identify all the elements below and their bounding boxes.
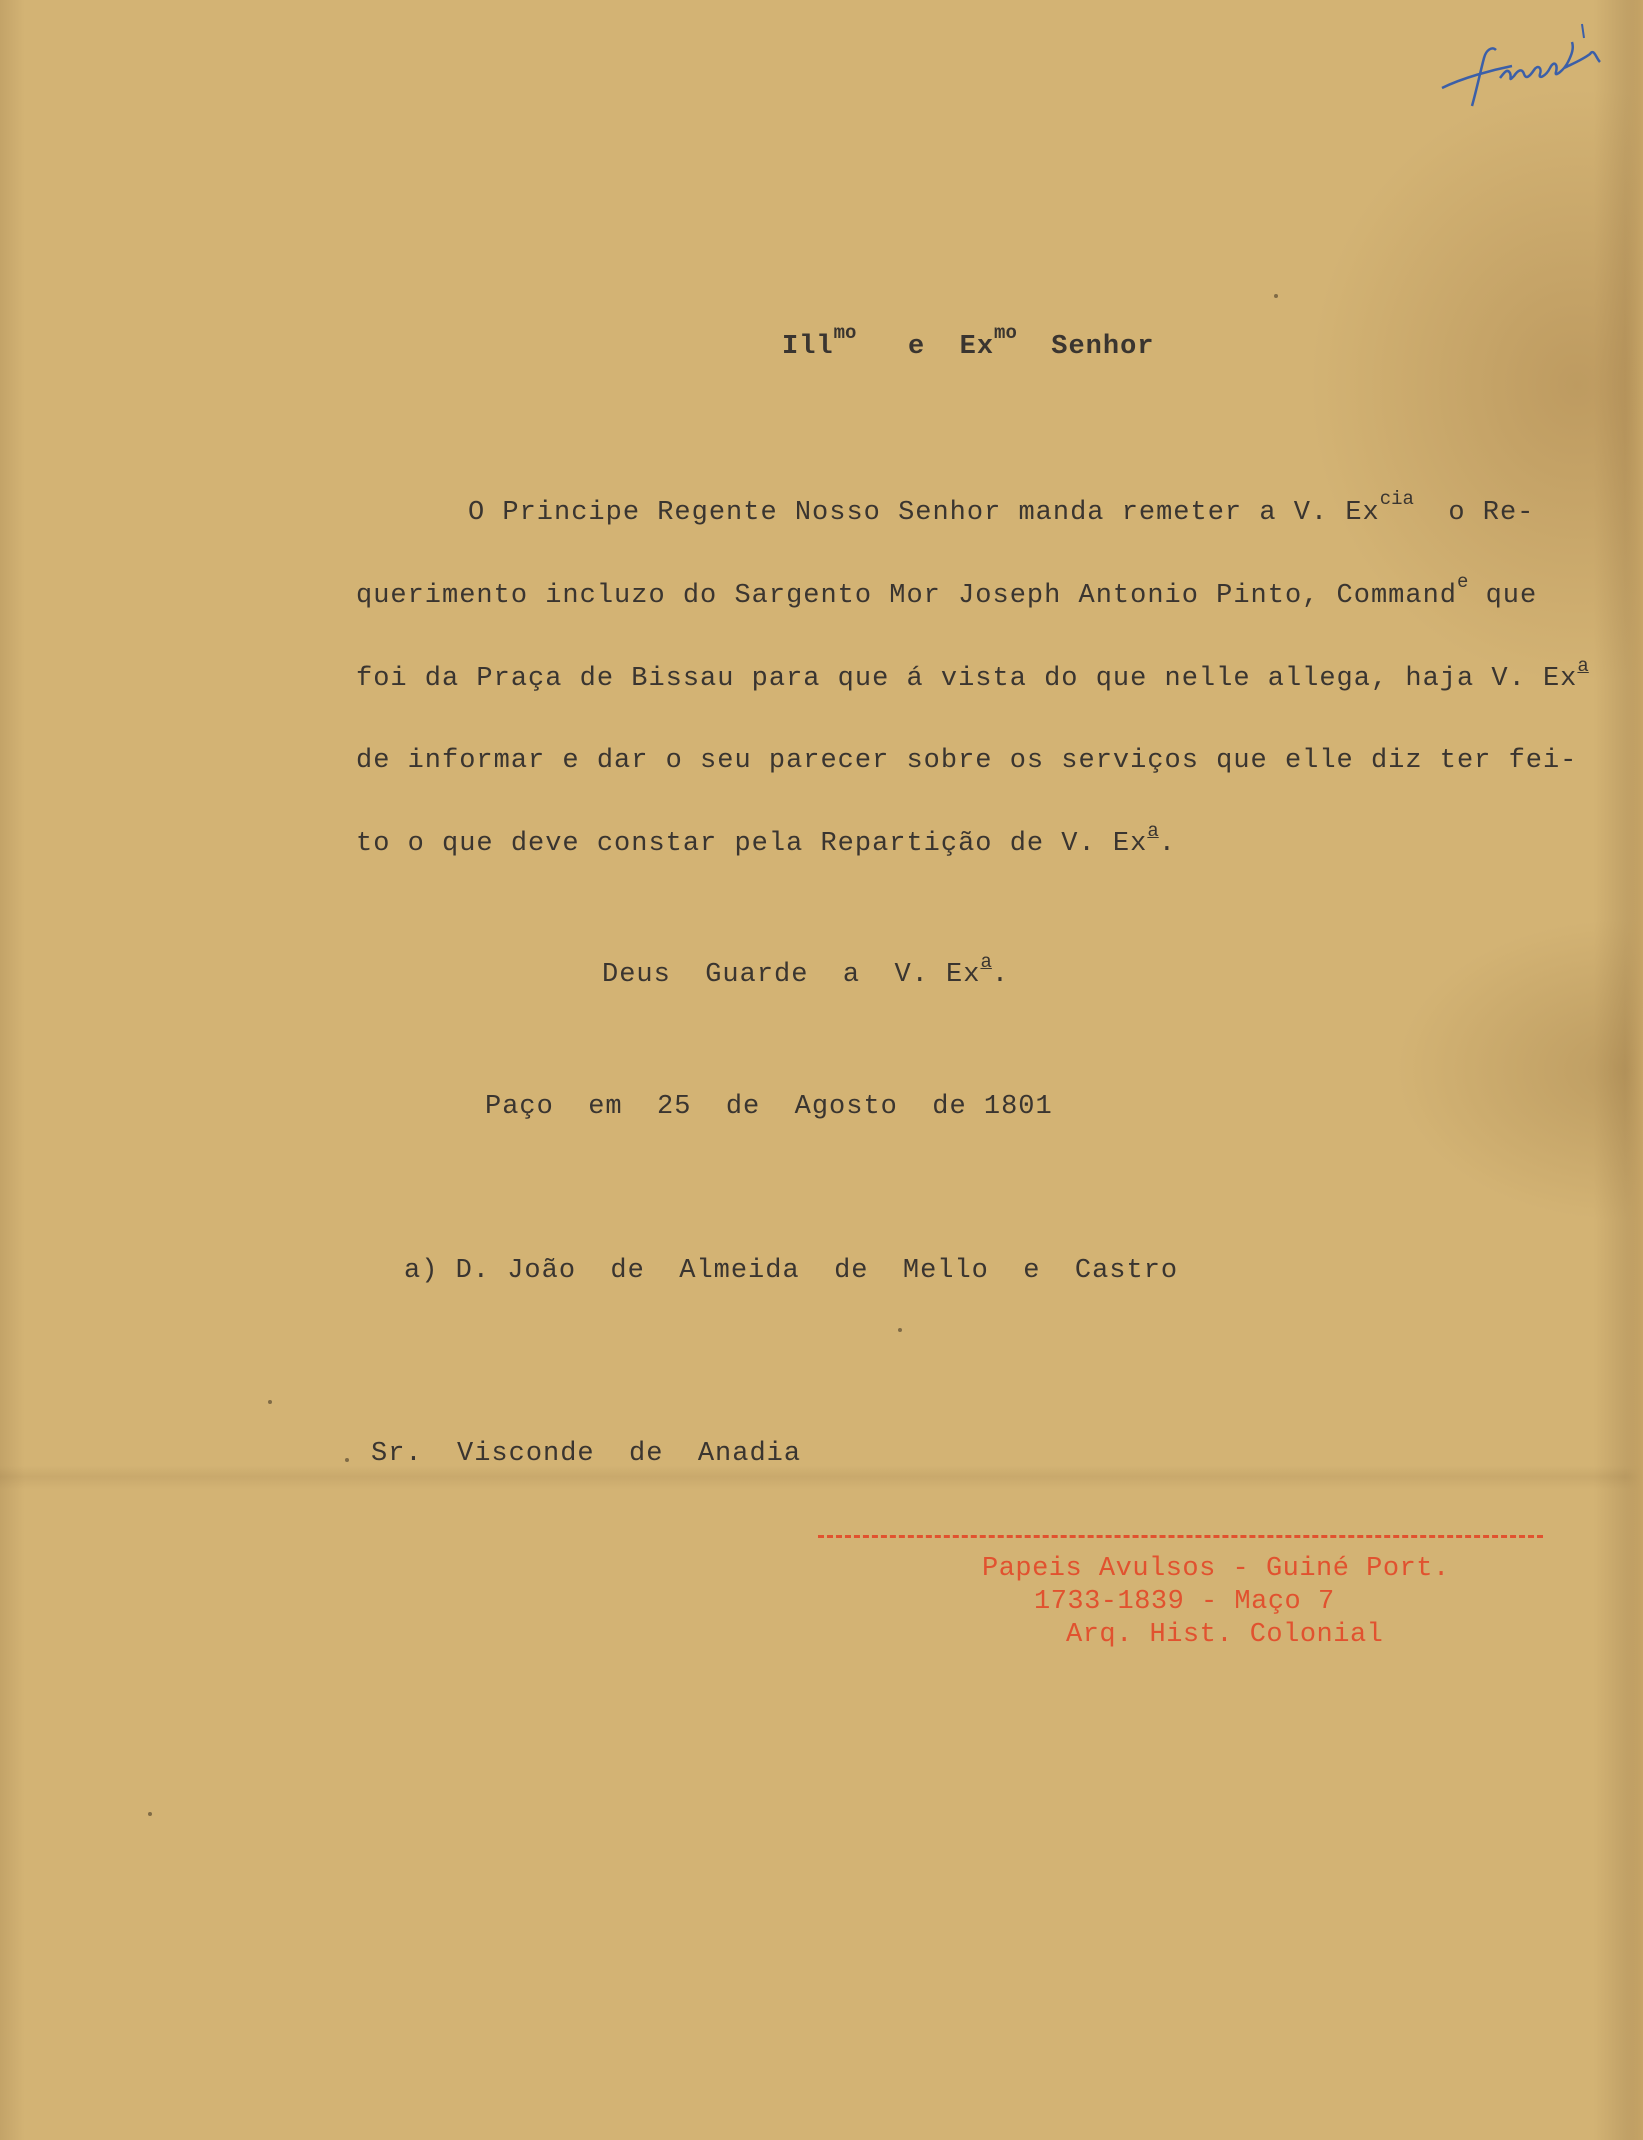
body-line-3: foi da Praça de Bissau para que á vista do que nelle allega, haja V. Ex$^a$ xyxy=(356,655,1589,694)
stamp-line-1: Papeis Avulsos - Guiné Port. xyxy=(982,1554,1450,1584)
stamp-line-3: Arq. Hist. Colonial xyxy=(1066,1620,1384,1650)
paper-speck xyxy=(148,1812,152,1816)
date-line: Paço em 25 de Agosto de 1801 xyxy=(485,1092,1053,1122)
closing-line: Deus Guarde a V. Ex$^a$. xyxy=(602,951,1010,990)
paper-speck xyxy=(268,1400,272,1404)
paper-speck xyxy=(1274,294,1278,298)
stamp-divider xyxy=(818,1535,1543,1538)
paper-speck xyxy=(898,1328,902,1332)
body-line-1: O Principe Regente Nosso Senhor manda remeter a V. $Ex^{cia}$ o Re- xyxy=(468,488,1535,528)
addressee-line: Sr. Visconde de Anadia xyxy=(371,1439,802,1469)
salutation: Ill$^{mo}$ e $Ex^{mo}$ Senhor xyxy=(782,322,1155,362)
signature-line: a) D. João de Almeida de Mello e Castro xyxy=(404,1256,1179,1286)
body-line-2: querimento incluzo do Sargento Mor Joseph Antonio Pinto, Command$^e$ que xyxy=(356,571,1538,611)
body-line-5: to o que deve constar pela Repartição de V. Ex$^a$. xyxy=(356,820,1176,859)
paper-edge xyxy=(1625,0,1643,2140)
stamp-line-2: 1733-1839 - Maço 7 xyxy=(1034,1587,1335,1617)
paper-speck xyxy=(345,1458,349,1462)
body-line-4: de informar e dar o seu parecer sobre os serviços que elle diz ter fei- xyxy=(356,746,1578,776)
handwritten-annotation xyxy=(1432,18,1632,118)
